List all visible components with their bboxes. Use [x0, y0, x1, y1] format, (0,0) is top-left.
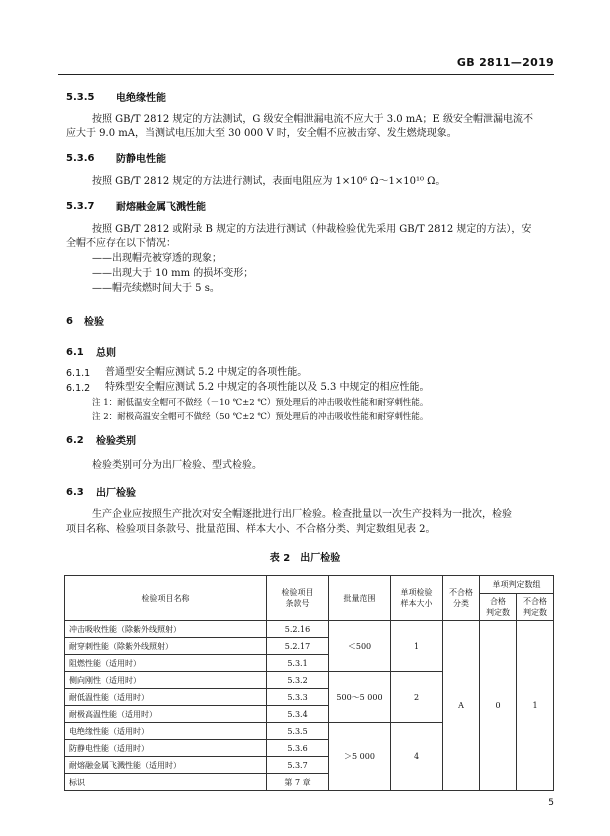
sample-size: 4	[391, 723, 443, 791]
col-class	[443, 576, 480, 621]
table-caption: 表 2 出厂检验	[269, 553, 341, 564]
section-535-number: 5.3.5	[66, 92, 95, 103]
clause-612-number: 6.1.2	[66, 383, 91, 394]
standard-number: GB 2811—2019	[456, 56, 554, 69]
section-537-line2: 全帽不应存在以下情况：	[66, 238, 176, 249]
section-63-number: 6.3	[66, 487, 84, 498]
row-clause: 5.3.5	[267, 723, 329, 740]
section-535-line2: 应大于 9.0 mA，当测试电压加大至 30 000 V 时，安全帽不应被击穿、发生燃烧现象。	[66, 128, 457, 139]
col-clause-line2: 条款号	[285, 599, 310, 608]
row-item-name: 标识	[65, 774, 267, 791]
row-item-name: 耐熔融金属飞溅性能（适用时）	[65, 757, 267, 774]
col-clause-line1: 检验项目	[281, 588, 314, 597]
row-item-name: 耐穿刺性能（除紫外线照射）	[65, 638, 267, 655]
section-537-title: 耐熔融金属飞溅性能	[116, 202, 206, 213]
sample-size: 1	[391, 621, 443, 672]
reject-number: 1	[517, 621, 554, 791]
col-sample-line2: 样本大小	[400, 599, 433, 608]
section-537-item: ——帽壳续燃时间大于 5 s。	[92, 283, 220, 294]
row-clause: 第 7 章	[267, 774, 329, 791]
section-536-number: 5.3.6	[66, 153, 95, 164]
batch-range: 500～5 000	[329, 672, 391, 723]
section-63-title: 出厂检验	[96, 488, 136, 499]
section-6-number: 6	[66, 316, 73, 327]
col-reject	[517, 594, 554, 621]
clause-611-text: 普通型安全帽应测试 5.2 中规定的各项性能。	[105, 367, 308, 378]
page-number: 5	[548, 798, 554, 808]
accept-number: 0	[480, 621, 517, 791]
batch-range: ＜500	[329, 621, 391, 672]
col-class-line2: 分类	[453, 599, 469, 608]
batch-range: ＞5 000	[329, 723, 391, 791]
inspection-table	[64, 575, 554, 791]
section-61-title: 总则	[96, 348, 116, 359]
row-item-name: 耐极高温性能（适用时）	[65, 706, 267, 723]
col-sample-line1: 单项检验	[400, 588, 433, 597]
section-537-number: 5.3.7	[66, 201, 95, 212]
sample-size: 2	[391, 672, 443, 723]
section-537-line1: 按照 GB/T 2812 或附录 B 规定的方法进行测试（仲裁检验优先采用 GB/T 2812 规定的方法），安	[92, 224, 532, 235]
col-reject-line2: 判定数	[523, 608, 547, 617]
row-item-name: 耐低温性能（适用时）	[65, 689, 267, 706]
col-accept-line2: 判定数	[486, 608, 510, 617]
row-item-name: 电绝缘性能（适用时）	[65, 723, 267, 740]
col-reject-line1: 不合格	[523, 597, 547, 606]
section-535-title: 电绝缘性能	[116, 93, 166, 104]
section-62-number: 6.2	[66, 435, 84, 446]
nonconformity-class: A	[443, 621, 480, 791]
section-62-line1: 检验类别可分为出厂检验、型式检验。	[92, 460, 262, 471]
row-clause: 5.2.16	[267, 621, 329, 638]
section-62-title: 检验类别	[96, 436, 136, 447]
section-61-number: 6.1	[66, 347, 84, 358]
note-1: 注 1：耐低温安全帽可不做经（－10 ℃±2 ℃）预处理后的冲击吸收性能和耐穿刺性能。	[92, 398, 429, 408]
section-537-item: ——出现帽壳被穿透的现象；	[92, 253, 222, 264]
row-item-name: 阻燃性能（适用时）	[65, 655, 267, 672]
col-judge-group: 单项判定数组	[480, 576, 554, 594]
table-row	[65, 621, 554, 638]
header-rule	[58, 74, 554, 75]
col-clause	[267, 576, 329, 621]
col-accept	[480, 594, 517, 621]
col-accept-line1: 合格	[490, 597, 506, 606]
row-clause: 5.3.7	[267, 757, 329, 774]
section-6-title: 检验	[84, 317, 104, 328]
row-item-name: 侧向刚性（适用时）	[65, 672, 267, 689]
col-sample	[391, 576, 443, 621]
col-batch: 批量范围	[329, 576, 391, 621]
col-item-name: 检验项目名称	[65, 576, 267, 621]
row-item-name: 防静电性能（适用时）	[65, 740, 267, 757]
section-535-line1: 按照 GB/T 2812 规定的方法测试，G 级安全帽泄漏电流不应大于 3.0 mA；E 级安全帽泄漏电流不	[92, 114, 533, 125]
note-2: 注 2：耐极高温安全帽可不做经（50 ℃±2 ℃）预处理后的冲击吸收性能和耐穿刺性能。	[92, 412, 429, 422]
row-clause: 5.3.1	[267, 655, 329, 672]
row-clause: 5.3.3	[267, 689, 329, 706]
row-item-name: 冲击吸收性能（除紫外线照射）	[65, 621, 267, 638]
clause-612-text: 特殊型安全帽应测试 5.2 中规定的各项性能以及 5.3 中规定的相应性能。	[105, 382, 430, 393]
section-63-line1: 生产企业应按照生产批次对安全帽逐批进行出厂检验。检查批量以一次生产投料为一批次，检验	[92, 509, 512, 520]
row-clause: 5.2.17	[267, 638, 329, 655]
row-clause: 5.3.2	[267, 672, 329, 689]
clause-611-number: 6.1.1	[66, 368, 91, 379]
col-class-line1: 不合格	[449, 588, 473, 597]
row-clause: 5.3.6	[267, 740, 329, 757]
section-537-item: ——出现大于 10 mm 的损坏变形；	[92, 268, 254, 279]
section-63-line2: 项目名称、检验项目条款号、批量范围、样本大小、不合格分类、判定数组见表 2。	[66, 524, 436, 535]
section-536-line1: 按照 GB/T 2812 规定的方法进行测试，表面电阻应为 1×10⁶ Ω～1×10¹⁰ Ω。	[92, 176, 446, 187]
row-clause: 5.3.4	[267, 706, 329, 723]
section-536-title: 防静电性能	[116, 154, 166, 165]
